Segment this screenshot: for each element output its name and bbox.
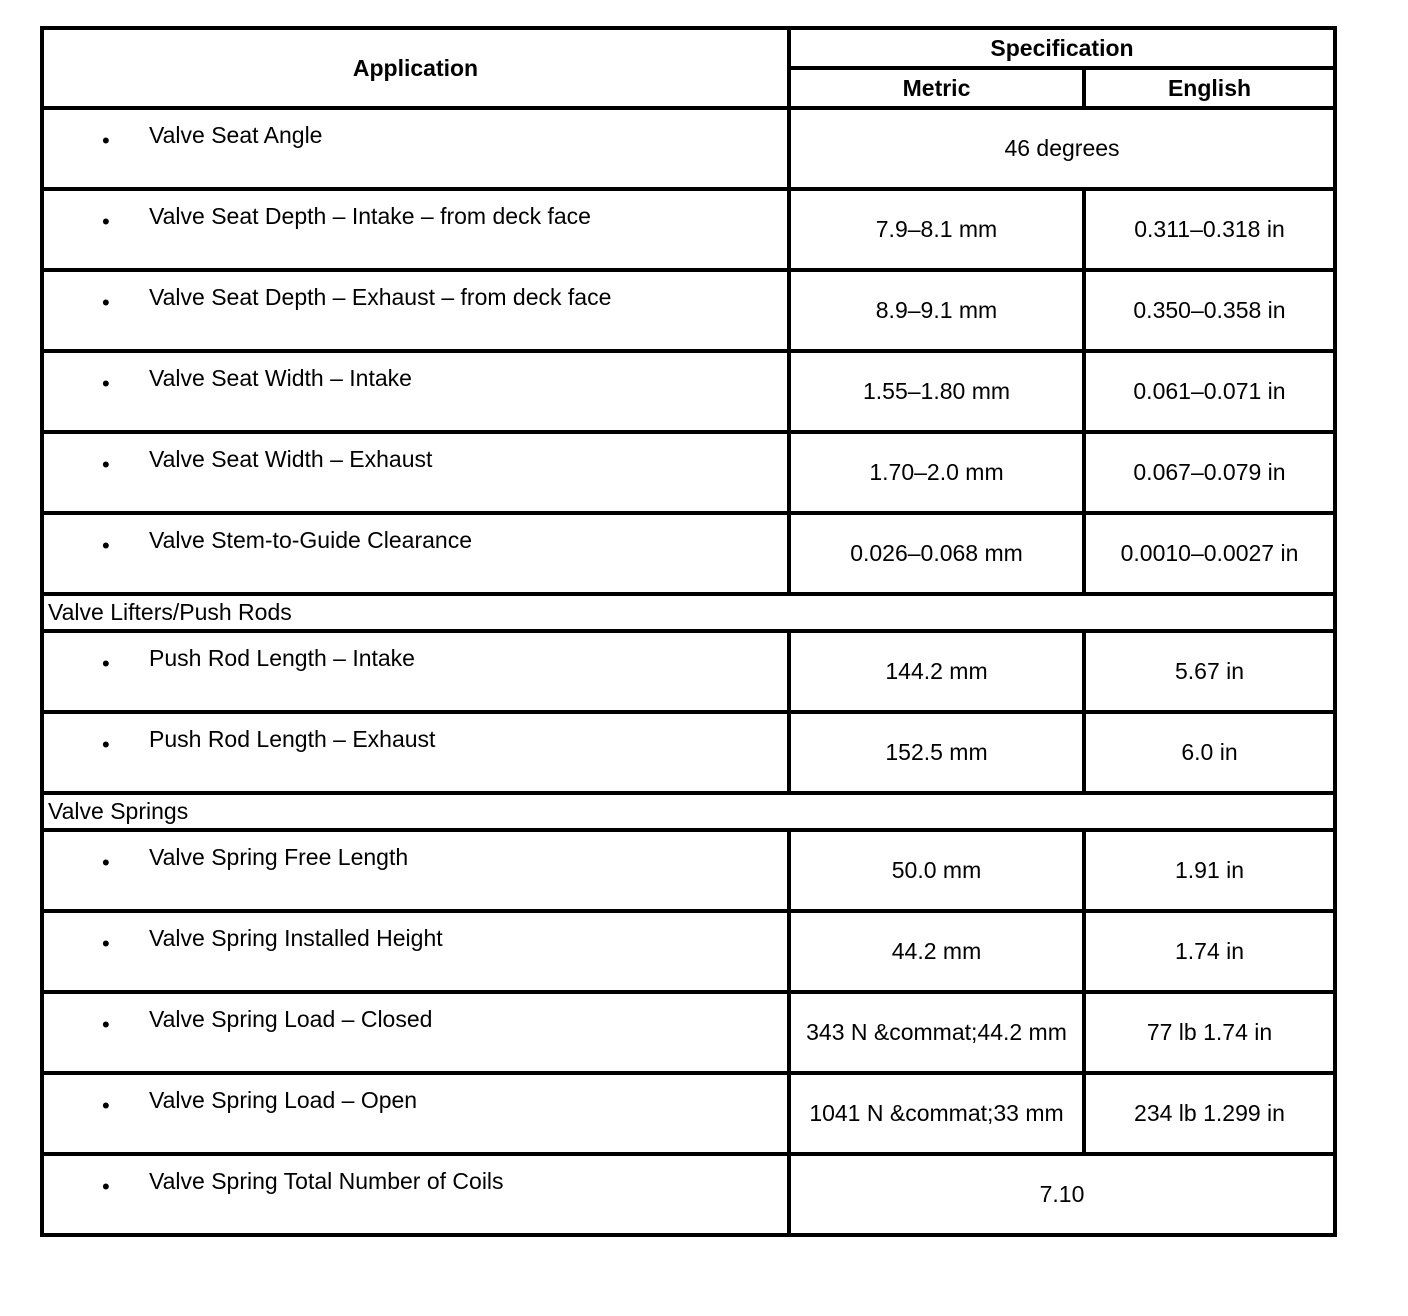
bullet-icon: • [102,931,110,956]
english-value: 0.350–0.358 in [1084,270,1335,351]
application-cell [42,911,789,992]
bullet-icon: • [102,209,110,234]
metric-value: 343 N &commat;44.2 mm [789,992,1084,1073]
table-row [42,351,1335,432]
bullet-icon: • [102,452,110,477]
application-label: Valve Seat Depth – Exhaust – from deck face [149,284,612,310]
bullet-icon: • [102,1174,110,1199]
application-label: Valve Spring Free Length [149,844,409,870]
bullet-icon: • [102,371,110,396]
specification-header: Specification [789,28,1335,68]
application-cell [42,270,789,351]
section-title-springs: Valve Springs [42,793,1335,830]
metric-value: 50.0 mm [789,830,1084,911]
bullet-icon: • [102,732,110,757]
bullet-icon: • [102,1093,110,1118]
english-value: 1.74 in [1084,911,1335,992]
combined-value: 7.10 [789,1154,1335,1235]
english-value: 0.311–0.318 in [1084,189,1335,270]
english-value: 5.67 in [1084,631,1335,712]
application-cell [42,351,789,432]
english-value: 0.061–0.071 in [1084,351,1335,432]
section-title-lifters: Valve Lifters/Push Rods [42,594,1335,631]
english-value: 0.0010–0.0027 in [1084,513,1335,594]
application-cell [42,1073,789,1154]
application-cell [42,189,789,270]
application-cell [42,830,789,911]
metric-value: 152.5 mm [789,712,1084,793]
application-cell [42,712,789,793]
metric-value: 1041 N &commat;33 mm [789,1073,1084,1154]
metric-value: 8.9–9.1 mm [789,270,1084,351]
application-label: Valve Spring Installed Height [149,925,443,951]
table-row [42,1073,1335,1154]
table-row [42,631,1335,712]
metric-value: 144.2 mm [789,631,1084,712]
table-row [42,1154,1335,1235]
table-row [42,513,1335,594]
application-header: Application [42,28,789,108]
application-cell [42,992,789,1073]
english-value: 0.067–0.079 in [1084,432,1335,513]
application-label: Valve Seat Depth – Intake – from deck face [149,203,591,229]
bullet-icon: • [102,651,110,676]
application-label: Valve Seat Width – Intake [149,365,412,391]
header-row [42,28,1335,68]
metric-header: Metric [789,68,1084,108]
english-value: 6.0 in [1084,712,1335,793]
application-label: Push Rod Length – Exhaust [149,726,436,752]
bullet-icon: • [102,850,110,875]
application-cell [42,432,789,513]
table-row [42,830,1335,911]
table-row [42,108,1335,189]
spec-table [40,26,1337,1237]
application-cell [42,513,789,594]
table-row [42,270,1335,351]
section-row [42,594,1335,631]
table-row [42,992,1335,1073]
metric-value: 1.70–2.0 mm [789,432,1084,513]
metric-value: 44.2 mm [789,911,1084,992]
section-row [42,793,1335,830]
english-value: 234 lb 1.299 in [1084,1073,1335,1154]
bullet-icon: • [102,128,110,153]
application-label: Valve Stem-to-Guide Clearance [149,527,472,553]
bullet-icon: • [102,290,110,315]
application-label: Valve Spring Total Number of Coils [149,1168,504,1194]
table-row [42,432,1335,513]
application-cell [42,1154,789,1235]
metric-value: 1.55–1.80 mm [789,351,1084,432]
english-value: 77 lb 1.74 in [1084,992,1335,1073]
application-cell [42,631,789,712]
table-row [42,189,1335,270]
metric-value: 7.9–8.1 mm [789,189,1084,270]
metric-value: 0.026–0.068 mm [789,513,1084,594]
combined-value: 46 degrees [789,108,1335,189]
application-label: Valve Seat Angle [149,122,323,148]
bullet-icon: • [102,1012,110,1037]
english-header: English [1084,68,1335,108]
application-cell [42,108,789,189]
english-value: 1.91 in [1084,830,1335,911]
table-row [42,712,1335,793]
application-label: Valve Seat Width – Exhaust [149,446,433,472]
application-label: Push Rod Length – Intake [149,645,415,671]
application-label: Valve Spring Load – Closed [149,1006,433,1032]
bullet-icon: • [102,533,110,558]
application-label: Valve Spring Load – Open [149,1087,418,1113]
table-row [42,911,1335,992]
